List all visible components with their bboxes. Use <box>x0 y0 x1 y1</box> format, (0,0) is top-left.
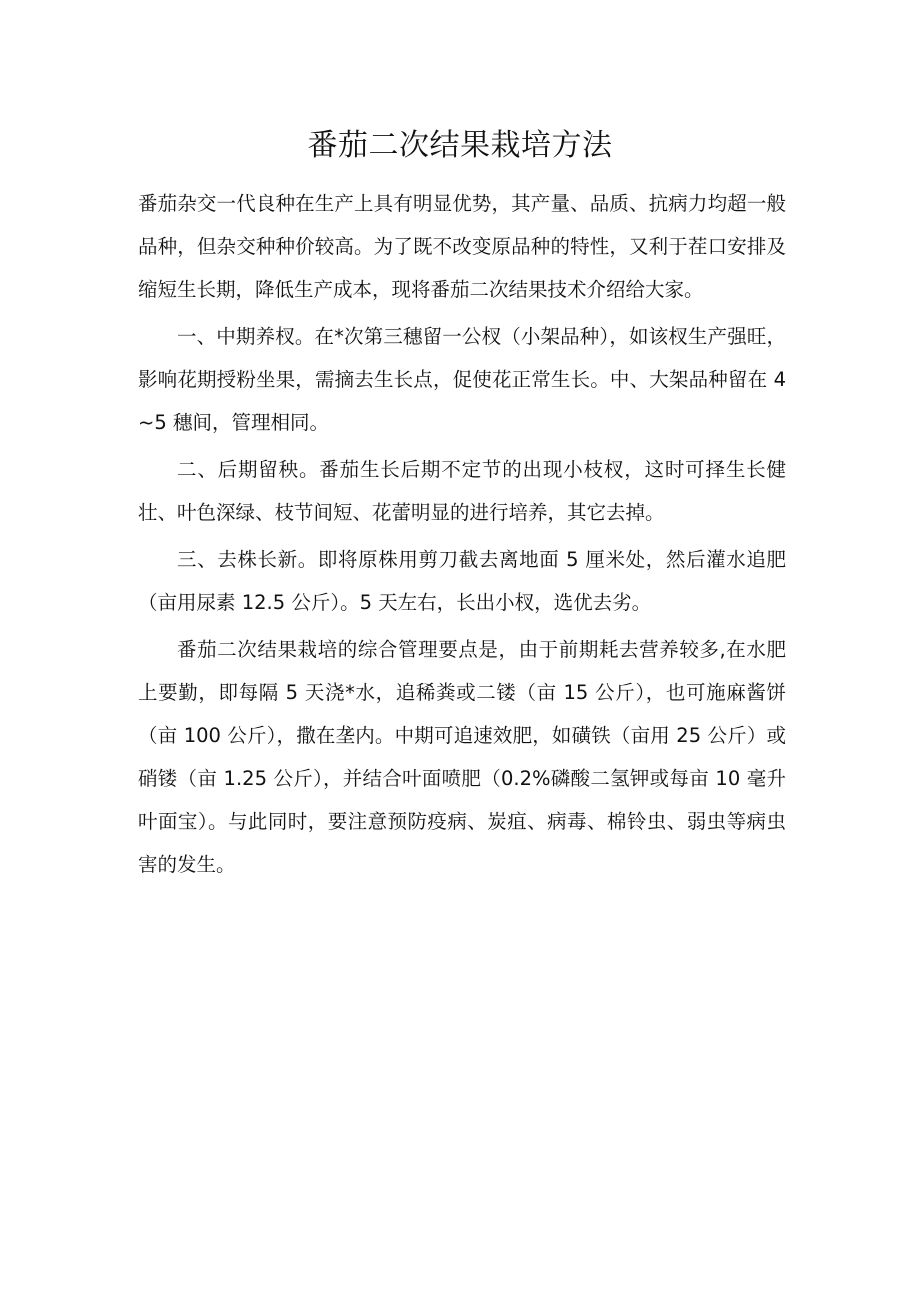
paragraph-section-2: 二、后期留秧。番茄生长后期不定节的出现小枝杈，这时可择生长健壮、叶色深绿、枝节间短、花蕾明显的进行培养，其它去掉。 <box>138 458 786 524</box>
paragraph-section-1: 一、中期养杈。在*次第三穗留一公杈（小架品种），如该杈生产强旺，影响花期授粉坐果，需摘去生长点，促使花正常生长。中、大架品种留在 4~5 穗间，管理相同。 <box>138 325 786 434</box>
page-title: 番茄二次结果栽培方法 <box>307 128 613 163</box>
document-body <box>138 182 786 890</box>
paragraph-management: 番茄二次结果栽培的综合管理要点是，由于前期耗去营养较多,在水肥上要勤，即每隔 5 天浇*水，追稀粪或二镂（亩 15 公斤），也可施麻酱饼（亩 100 公斤），撒在垄内。中期可追速效肥，如磺铁（亩用 25 公斤）或硝镂（亩 1.25 公斤），并结合叶面喷肥（0.2%磷酸二氢钾或每亩 10 毫升叶面宝）。与此同时，要注意预防疫病、炭疽、病毒、棉铃虫、弱虫等病虫害的发生。 <box>138 638 786 876</box>
paragraph-intro: 番茄杂交一代良种在生产上具有明显优势，其产量、品质、抗病力均超一般品种，但杂交种种价较高。为了既不改变原品种的特性，又利于茬口安排及缩短生长期，降低生产成本，现将番茄二次结果技术介绍给大家。 <box>138 192 786 301</box>
paragraph-section-3: 三、去株长新。即将原株用剪刀截去离地面 5 厘米处，然后灌水追肥（亩用尿素 12.5 公斤）。5 天左右，长出小杈，选优去劣。 <box>138 548 786 614</box>
